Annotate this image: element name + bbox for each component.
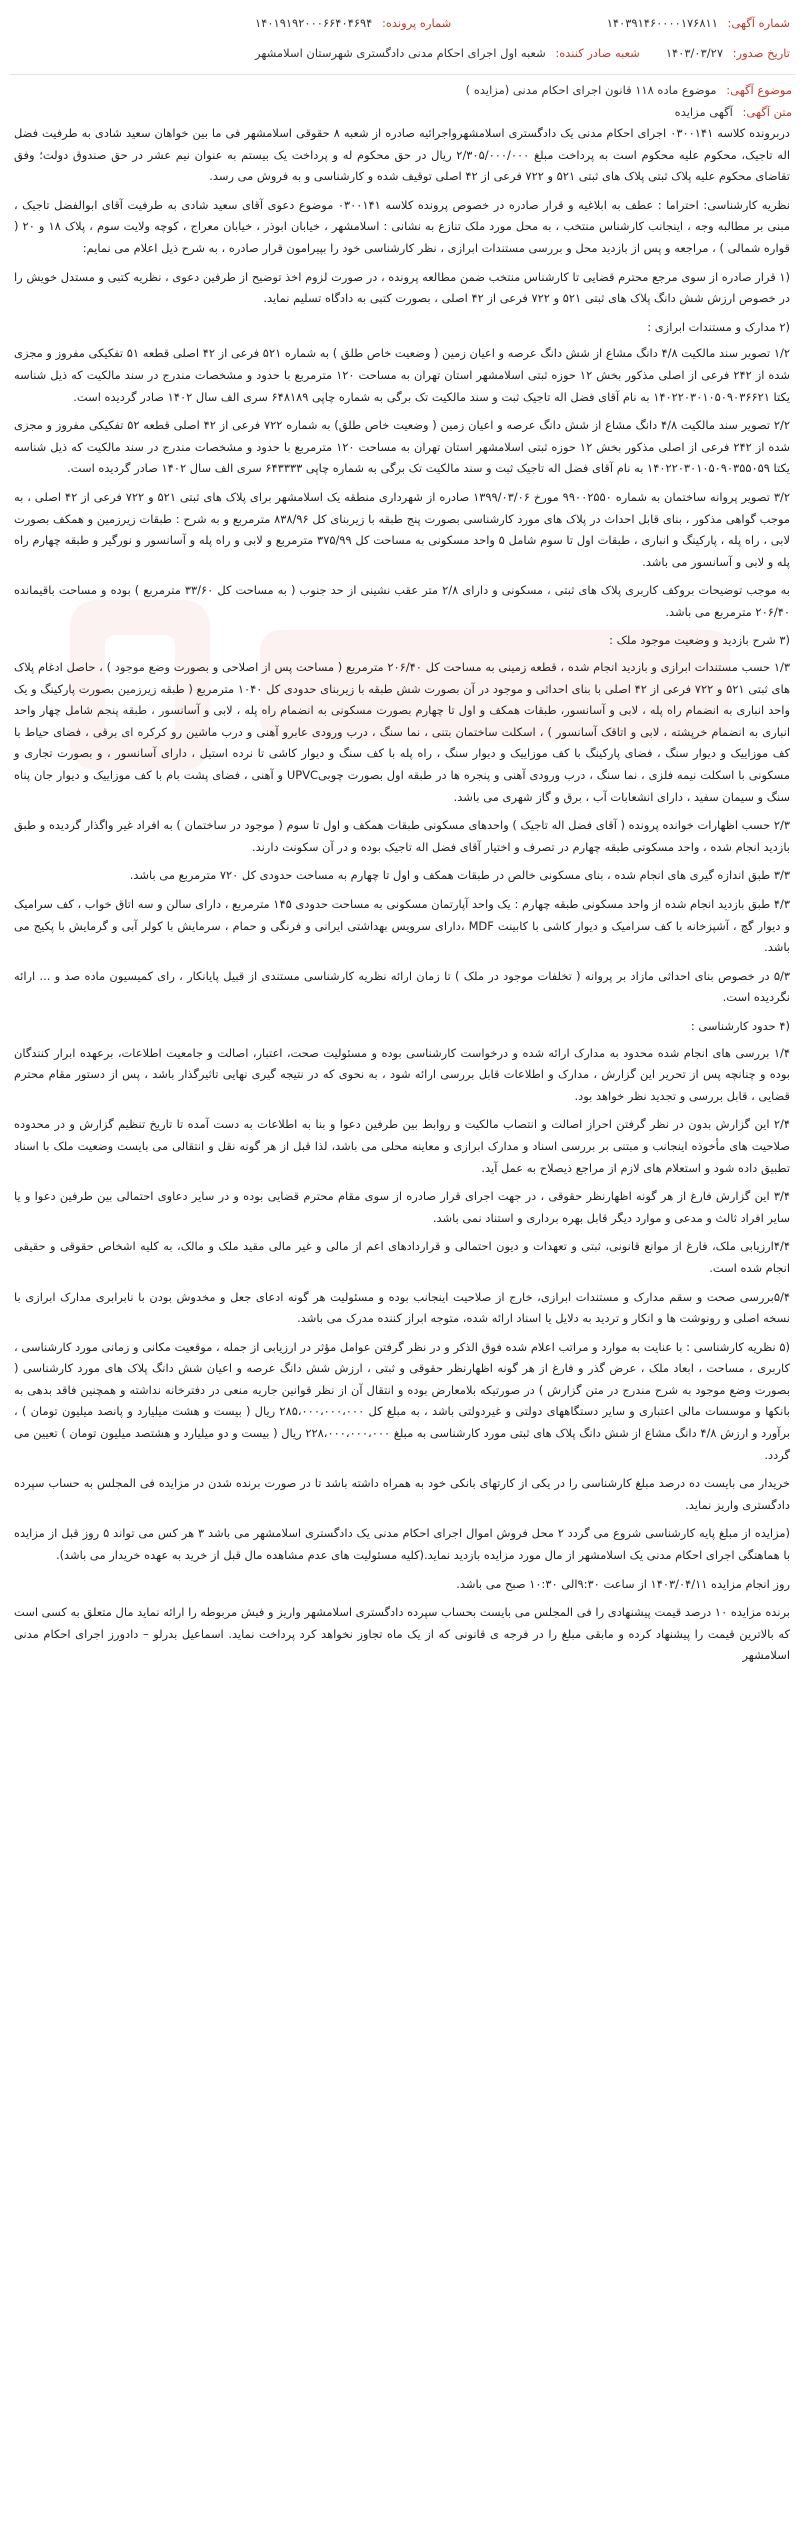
paragraph-setback: به موجب توضیحات بروکف کاربری پلاک های ثبتی ، مسکونی و دارای ۲/۸ متر عقب نشینی از حد جنوب ( به مساحت کل ۳۳/۶۰ مترمربع ) بوده و مساحت باقیمانده ۲۰۶/۴۰ مترمربع می باشد. [14,583,790,619]
case-number-value: ۱۴۰۱۹۱۹۲۰۰۰۶۶۴۰۴۶۹۴ [255,16,373,30]
issuing-branch-label: شعبه صادر کننده: [555,46,640,60]
paragraph-expert-opinion: نظریه کارشناسی: احتراما : عطف به ابلاغیه و قرار صادره در خصوص پرونده کلاسه ۰۳۰۰۱۴۱ موضوع دعوی آقای سعید شادی به طرفیت آقای ابوالفضل تاجیک ، مبنی بر مطالبه وجه ، اینجانب کارشناس منتخب ، به محل مورد ملک تنازع به نشانی : اسلامشهر ، خیابان ابوذر ، خیابان معراج ، کوچه ولایت سوم ، پلاک ۱۸ و ۲۰ ( قواره شمالی ) ، مراجعه و پس از بازدید محل و بررسی مستندات ابرازی ، نظر کارشناسی خود را بپیرامون قرار صادره ، به شرح ذیل اعلام می نمایم: [14,197,790,255]
notice-header [10,0,796,75]
paragraph-inspection-3: ۳/۳ طبق اندازه گیری های انجام شده ، بنای مسکونی خالص در طبقات همکف و اول تا چهارم به مساحت حدودی کل ۷۲۰ مترمربع می باشد. [129,868,790,883]
paragraph-winner-terms: برنده مزایده ۱۰ درصد قیمت پیشنهادی را فی المجلس می بایست بحساب سپرده دادگستری اسلامشهر واریز و فیش مربوطه را ارائه نماید مال متعلق به کسی است که بالاترین قیمت را پیشنهاد کرده و مابقی مبلغ را در فرجه ی قانونی که از یک ماه تجاوز نخواهد کرد پرداخت نماید. اسماعیل بدرلو – دادورز اجرای احکام مدنی اسلامشهر [14,1605,790,1663]
paragraph-inspection-2: ۲/۳ حسب اظهارات خوانده پرونده ( آقای فضل اله تاجیک ) واحدهای مسکونی طبقات همکف و اول تا سوم ( موجود در ساختمان ) به افراد غیر واگذار گردیده و طبق بازدید انجام شده ، واحد مسکونی طبقه چهارم در تصرف و اختیار آقای فضل اله تاجیک بوده و در آن سکونت دارند. [14,818,790,854]
case-number-label: شماره پرونده: [382,16,452,30]
paragraph-valuation: (۵ نظریه کارشناسی : با عنایت به موارد و مراتب اعلام شده فوق الذکر و در نظر گرفتن عوامل مؤثر در ارزیابی از جمله ، موقعیت مکانی و زمانی مورد کارشناسی ، کاربری ، مساحت ، ابعاد ملک ، عرض گذر و فارغ از هر گونه اظهارنظر حقوقی و ثبتی ، ارزش شش دانگ عرصه و اعیان شش دانگ پلاک های مورد کارشناسی ( بصورت وضع موجود به شرح مندرج در متن گزارش ) در صورتیکه بلامعارض بوده و انتقال آن از نظر قوانین جاریه منعی در دفترخانه نداشته و همچنین فاقد بدهی به بانکها و موسسات مالی اعتباری و سایر دستگاههای دولتی و غیردولتی باشد ، به مبلغ کل ۲۸۵،۰۰۰،۰۰۰،۰۰۰ ریال ( بیست و هشت میلیارد و پانصد میلیون تومان ) ، برآورد و ارزش ۴/۸ دانگ مشاع از شش دانگ پلاک های ثبتی مورد کارشناسی به مبلغ ۲۲۸،۰۰۰،۰۰۰،۰۰۰ ریال ( بیست و دو میلیارد و هشتصد میلیون تومان ) تعیین می گردد. [14,1339,790,1462]
notice-subject [10,83,792,97]
subject-value: موضوع ماده ۱۱۸ قانون اجرای احکام مدنی (مزایده ) [465,83,717,97]
paragraph-inspection-1: ۱/۳ حسب مستندات ابرازی و بازدید انجام شده ، قطعه زمینی به مساحت کل ۲۰۶/۴۰ مترمربع ( مساحت پس از اصلاحی و بصورت وضع موجود ) ، حاصل ادغام پلاک های ثبتی ۵۲۱ و ۷۲۲ فرعی از ۴۲ اصلی با بنای احداثی و موجود در آن بصورت شش طبقه با زیربنای حدودی کل ۱۰۴۰ مترمربع ( طبقه زیرزمین بصورت پارکینگ و یک واحد انباری به انضمام راه پله ، لابی و آسانسور، طبقات همکف و اول تا چهارم بصورت مسکونی به انضمام راه پله ، لابی و آسانسور ، طبقه پنجم شامل چهار واحد انباری به انضمام خرپشته ، لابی و اتاقک آسانسور ) ، اسکلت ساختمان بتنی ، نما سنگ ، درب ورودی عابرو آهنی و درب ماشین رو کرکره ای برقی ، فضای حیاط با کف موزاییک و دیوار سنگ ، فضای پارکینگ با کف موزاییک و دیوار سنگ ، راه پله با کف سنگ و دیوار کاشی تا نرده استیل ، دارای آسانسور ، و بصورت تجاری و مسکونی با اسکلت نیمه فلزی ، نما سنگ ، درب ورودی آهنی و پنجره ها در طبقه اول بصورت چوبیUPVC و آهنی ، فضای پشت بام با کف موزاییک و دیوار جان پناه سنگ و سیمان سفید ، دارای انشعابات آب ، برق و گاز شهری می باشد. [14,660,791,804]
ad-number-value: ۱۴۰۳۹۱۴۶۰۰۰۰۱۷۶۸۱۱ [606,16,718,30]
issue-date [666,46,790,60]
paragraph-building-permit: ۳/۲ تصویر پروانه ساختمان به شماره ۹۹۰۰۲۵۵۰ مورخ ۱۳۹۹/۰۳/۰۶ صادره از شهرداری منطقه یک اسلامشهر برای پلاک های ثبتی ۵۲۱ و ۷۲۲ فرعی از ۴۲ اصلی ، به موجب گواهی مذکور ، بنای قابل احداث در پلاک های مورد کارشناسی بصورت پنج طبقه با زیربنای کل ۸۳۸/۹۶ مترمربع و به شرح : طبقات زیرزمین و همکف بصورت لابی ، راه پله ، پارکینگ و انباری ، طبقات اول تا سوم شامل ۵ واحد مسکونی به مساحت کل ۳۷۵/۹۹ مترمربع و لابی و راه پله و آسانسور و نورگیر و طبقه چهارم راه پله و لابی و آسانسور می باشد. [14,489,790,569]
section-heading-limits: (۴ حدود کارشناسی : [690,1018,790,1033]
issue-date-value: ۱۴۰۳/۰۳/۲۷ [665,46,724,60]
ad-text-label: متن آگهی: [742,105,792,119]
paragraph-inspection-4: ۴/۳ طبق بازدید انجام شده از واحد مسکونی طبقه چهارم : یک واحد آپارتمان مسکونی به مساحت حدودی ۱۴۵ مترمربع ، دارای سالن و سه اتاق خواب ، کف سرامیک و دیوار گچ ، آشپزخانه با کف سرامیک و دیوار کاشی با کابینت MDF ،دارای سرویس بهداشتی ایرانی و فرنگی و حمام ، سرمایش با کولر آبی و گرمایش با پکیج می باشد. [14,897,791,955]
ad-number-label: شماره آگهی: [727,16,790,30]
paragraph-intro: دربرونده کلاسه ۰۳۰۰۱۴۱ اجرای احکام مدنی یک دادگستری اسلامشهرواجرائیه صادره از شعبه ۸ حقوقی اسلامشهر فی ما بین خواهان سعید شادی به طرفیت فضل اله تاجیک، محکوم علیه محکوم است به پرداخت مبلغ ۲/۳۰۵/۰۰۰/۰۰۰ ریال در حق محکوم له و پرداخت یک بیستم به عنوان نیم عشر در حق صندوق دولت؛ وفق تقاضای محکوم علیه پلاک ثبتی پلاک های ثبتی ۵۲۱ و ۷۲۲ فرعی از ۴۲ اصلی توقیف شده و کارشناسی و به فروش می رسد. [14,126,790,184]
paragraph-limits-3: ۳/۴ این گزارش فارغ از هر گونه اظهارنظر حقوقی ، در جهت اجرای قرار صادره از سوی مقام محترم قضایی بوده و در سایر دعاوی احتمالی بین طرفین دعوا و یا سایر افراد ثالث و مدعی و موارد دیگر قابل بهره برداری و استناد نمی باشد. [14,1189,790,1225]
issuing-branch [255,46,640,60]
case-number [255,16,451,30]
notice-body [10,123,796,1667]
paragraph-limits-2: ۲/۴ این گزارش بدون در نظر گرفتن احراز اصالت و انتصاب مالکیت و روابط بین طرفین دعوا و بنا به اطلاعات به دست آمده تا تاریخ تنظیم گزارش و در محدوده صلاحیت های مأخوذه اینجانب و مبتنی بر بررسی اسناد و مدارک ابرازی و معاینه محلی می باشد، لذا قبل از هر گونه نقل و انتقالی می بایست وضعیت ملک با اسناد تطبیق داده شود و استعلام های لازم از مراجع ذیصلاح به عمل آید. [14,1117,790,1175]
paragraph-deposit: خریدار می بایست ده درصد مبلغ کارشناسی را در یکی از کارتهای بانکی خود به همراه داشته باشد تا در صورت برنده شدن در مزایده فی المجلس به حساب سپرده دادگستری واریز نماید. [14,1476,790,1512]
paragraph-limits-5: ۵/۴بررسی صحت و سقم مدارک و مستندات ابرازی، خارج از صلاحیت اینجانب بوده و مسئولیت هر گونه ادعای جعل و مخدوش بودن با نابرابری مدارک ابرازی با نسخه اصلی و رونوشت ها و انکار و تردید به دلایل یا اسناد ارائه شده، متوجه ابراز کننده مدرک می باشد. [14,1289,790,1326]
subject-label: موضوع آگهی: [726,83,792,97]
paragraph-auction-terms: (مزایده از مبلغ پایه کارشناسی شروع می گردد ۲ محل فروش اموال اجرای احکام مدنی یک دادگستری اسلامشهر می باشد ۳ هر کس می تواند ۵ روز قبل از مزایده با هماهنگی اجرای احکام مدنی یک اسلامشهر از مال مورد مزایده بازدید نماید.(کلیه مسئولیت های عدم مشاهده مال قبل از خرید به عهده خریدار می باشد). [14,1526,790,1563]
paragraph-inspection-5: ۵/۳ در خصوص بنای احداثی مازاد بر پروانه ( تخلفات موجود در ملک ) تا زمان ارائه نظریه کارشناسی مستندی از قبیل پایانکار ، رای کمیسیون ماده صد و ... ارائه نگردیده است. [14,968,790,1005]
paragraph-auction-date: روز انجام مزایده ۱۴۰۳/۰۴/۱۱ از ساعت ۹:۳۰الی ۱۰:۳۰ صبح می باشد. [456,1576,790,1591]
issue-date-label: تاریخ صدور: [732,46,790,60]
paragraph-deed-1: ۱/۲ تصویر سند مالکیت ۴/۸ دانگ مشاع از شش دانگ عرصه و اعیان زمین ( وضعیت خاص طلق ) به شماره ۵۲۱ فرعی از ۴۲ اصلی قطعه ۵۱ تفکیکی مفروز و مجزی شده از ۲۴۲ فرعی از اصلی مذکور بخش ۱۲ حوزه ثبتی اسلامشهر استان تهران به مساحت ۱۲۰ مترمربع با حدود و مشخصات مندرج در سند مالکیت که ذیل شناسه یکتا ۱۴۰۲۲۰۳۰۱۰۵۰۹۰۳۶۶۲۱ به نام آقای فضل اله تاجیک ثبت و سند مالکیت تک برگی به شماره چاپی ۶۴۸۱۸۹ سری الف سال ۱۴۰۲ صادر گردیده است. [14,346,790,404]
paragraph-limits-4: ۴/۴ارزیابی ملک، فارغ از موانع قانونی، ثبتی و تعهدات و دیون احتمالی و قراردادهای اعم از مالی و غیر مالی مقید ملک و مالک، به کلیه اشخاص حقوقی و حقیقی انجام شده است. [14,1239,790,1275]
notice-text-heading [10,105,792,119]
paragraph-limits-1: ۱/۴ بررسی های انجام شده محدود به مدارک ارائه شده و درخواست کارشناسی بوده و مسئولیت صحت، اعتبار، اصالت و جامعیت اطلاعات، برعهده ابرار کنندگان بوده و چنانچه پس از تحریر این گزارش ، مدارک و اطلاعات قابل بررسی ارائه شود ، به نحوی که در نتیجه گیری نهایی تاثیرگذار باشد ، پس از دستور مقام محترم قضایی ، قابل بررسی و تجدید نظر خواهد بود. [14,1045,790,1103]
section-heading-documents: (۲ مدارک و مستندات ابرازی : [647,319,790,334]
paragraph-order: (۱ قرار صادره از سوی مرجع محترم قضایی تا کارشناس منتخب ضمن مطالعه پرونده ، در صورت لزوم اخذ توضیح از طرفین دعوی ، نظریه کتبی و مستدل خویش را در خصوص ارزش شش دانگ پلاک های ثبتی ۵۲۱ و ۷۲۲ فرعی از ۴۲ اصلی ، بصورت کتبی به دادگاه تسلیم نماید. [14,269,790,306]
issuing-branch-value: شعبه اول اجرای احکام مدنی دادگستری شهرستان اسلامشهر [255,46,546,60]
ad-number [607,16,790,30]
section-heading-inspection: (۳ شرح بازدید و وضعیت موجود ملک : [609,633,790,648]
paragraph-deed-2: ۲/۲ تصویر سند مالکیت ۴/۸ دانگ مشاع از شش دانگ عرصه و اعیان زمین ( وضعیت خاص طلق) به شماره ۷۲۲ فرعی از ۴۲ اصلی قطعه ۵۲ تفکیکی مفروز و مجزی شده از ۲۴۲ فرعی از اصلی مذکور بخش ۱۲ حوزه ثبتی اسلامشهر استان تهران به مساحت ۱۲۰ مترمربع با حدود و مشخصات مندرج در سند مالکیت که ذیل شناسه یکتا ۱۴۰۲۲۰۳۰۱۰۵۰۹۰۳۵۵۰۵۹ به نام آقای فضل اله تاجیک ثبت و سند مالکیت تک برگی به شماره چاپی ۶۴۳۳۳۳ سری الف سال ۱۴۰۲ صادر گردیده است. [14,418,790,476]
ad-text-value: آگهی مزایده [674,105,733,119]
